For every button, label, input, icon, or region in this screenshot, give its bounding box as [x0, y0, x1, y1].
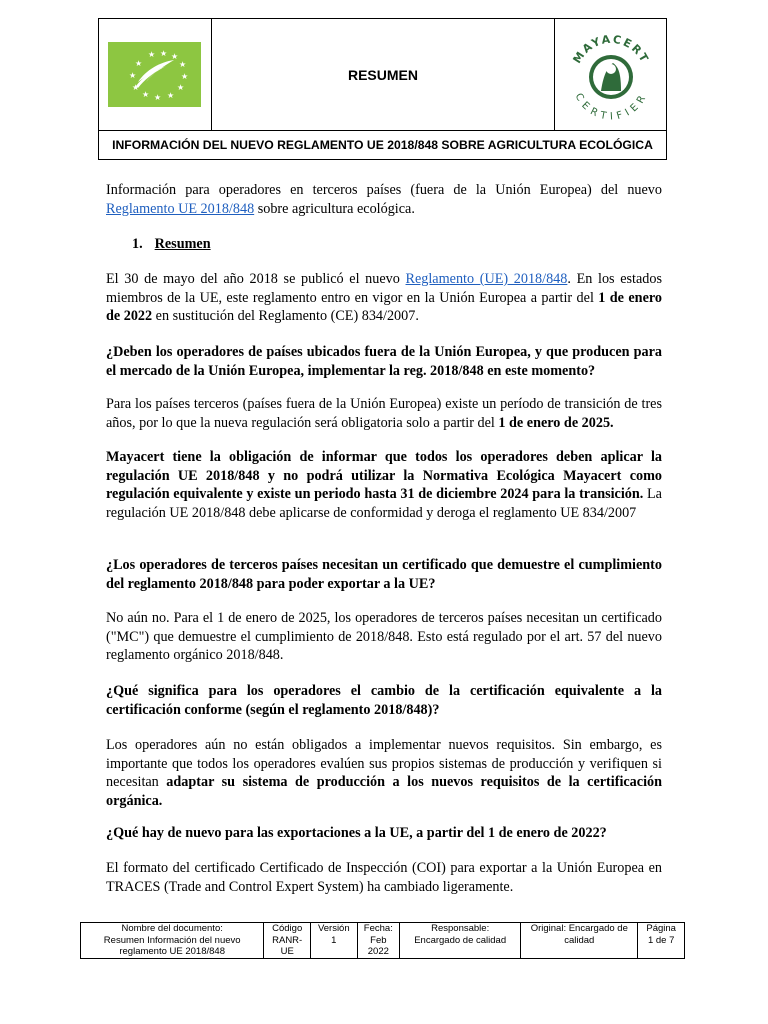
p2-text: La regulación UE 2018/848 debe aplicarse de conformidad y deroga el reglamento UE 834/2007 — [106, 486, 662, 521]
mayacert-logo-cell — [554, 19, 666, 130]
section-heading — [132, 236, 211, 253]
intro-paragraph — [106, 181, 662, 218]
regulation-link[interactable]: Reglamento UE 2018/848 — [106, 200, 255, 217]
answer-4: El formato del certificado Certificado de Inspección (COI) para exportar a la Unión Europea en TRACES (Trade and Control Expert System) ha cambiado ligeramente. — [106, 860, 662, 895]
answer-1 — [106, 395, 662, 432]
document-header — [98, 18, 667, 160]
svg-text:★: ★ — [177, 83, 185, 92]
svg-text:★: ★ — [181, 72, 189, 81]
p2-bold: Mayacert tiene la obligación de informar que todos los operadores deben aplicar la regulación UE 2018/848 y no podrá utilizar la Normativa Ecológica Mayacert como regulación equivalente y existe un periodo hasta 31 de diciembre 2024 para la transición. — [106, 449, 662, 502]
section-number: 1. — [132, 236, 143, 252]
document-footer-table — [80, 922, 685, 959]
svg-text:★: ★ — [132, 83, 140, 92]
a3-bold: adaptar su sistema de producción a los nuevos requisitos de la certificación orgánica. — [106, 774, 662, 809]
a1-bold: 1 de enero de 2025. — [498, 414, 614, 431]
footer-original: Original: Encargado de calidad — [521, 923, 638, 959]
a1-text: Para los países terceros (países fuera de la Unión Europea) existe un período de transición de tres años, por lo que la nueva regulación será obligatoria solo a partir del — [106, 396, 662, 431]
mayacert-logo-icon — [555, 19, 667, 130]
footer-responsible: Responsable: Encargado de calidad — [400, 923, 521, 959]
footer-page: Página 1 de 7 — [638, 923, 685, 959]
svg-text:★: ★ — [160, 49, 168, 58]
p1-text-2: . En los estados miembros de la UE, este reglamento entro en vigor en la Unión Europea a partir del — [106, 271, 663, 306]
p1-text: El 30 de mayo del año 2018 se publicó el nuevo — [106, 271, 406, 287]
answer-2: No aún no. Para el 1 de enero de 2025, los operadores de terceros países necesitan un certificado ("MC") que demuestre el cumplimiento de 2018/848. Esto está regulado por el art. 57 del nuevo reglamento orgánico 2018/848. — [106, 610, 662, 663]
svg-text:★: ★ — [179, 60, 187, 69]
question-2: ¿Los operadores de terceros países necesitan un certificado que demuestre el cumplimiento del reglamento 2018/848 para poder exportar a la UE? — [106, 557, 662, 592]
header-subtitle: INFORMACIÓN DEL NUEVO REGLAMENTO UE 2018/848 SOBRE AGRICULTURA ECOLÓGICA — [99, 130, 666, 159]
mayacert-obligation-paragraph — [106, 448, 662, 522]
p1-bold-date: 1 de enero de 2022 — [106, 289, 662, 324]
intro-text-end: sobre agricultura ecológica. — [254, 200, 415, 217]
eu-organic-logo-icon — [108, 42, 201, 107]
question-4: ¿Qué hay de nuevo para las exportaciones a la UE, a partir del 1 de enero de 2022? — [106, 825, 607, 841]
section-title: Resumen — [154, 236, 211, 252]
svg-text:★: ★ — [167, 91, 175, 100]
question-1: ¿Deben los operadores de países ubicados fuera de la Unión Europea, y que producen para el mercado de la Unión Europea, implementar la reg. 2018/848 en este momento? — [106, 344, 662, 379]
footer-code: Código RANR- UE — [264, 923, 311, 959]
footer-date: Fecha: Feb 2022 — [357, 923, 399, 959]
svg-text:★: ★ — [142, 90, 150, 99]
svg-text:MAYACERT: MAYACERT — [570, 32, 652, 66]
svg-text:★: ★ — [148, 50, 156, 59]
svg-text:★: ★ — [154, 93, 162, 102]
svg-text:★: ★ — [135, 59, 143, 68]
regulation-link-2[interactable]: Reglamento (UE) 2018/848 — [405, 271, 568, 287]
svg-text:★: ★ — [129, 71, 137, 80]
svg-text:CERTIFIER: CERTIFIER — [572, 91, 650, 123]
footer-version: Versión 1 — [310, 923, 357, 959]
answer-3 — [106, 736, 662, 810]
intro-text: Información para operadores en terceros países (fuera de la Unión Europea) del nuevo — [106, 182, 662, 198]
footer-document-name: Nombre del documento: Resumen Información del nuevo reglamento UE 2018/848 — [81, 923, 264, 959]
question-3: ¿Qué significa para los operadores el cambio de la certificación equivalente a la certificación conforme (según el reglamento 2018/848)? — [106, 683, 662, 718]
header-title: RESUMEN — [347, 66, 418, 83]
a3-text: Los operadores aún no están obligados a implementar nuevos requisitos. Sin embargo, es importante que todos los operadores evalúen sus propios sistemas de producción y verifiquen si necesitan — [106, 737, 662, 790]
paragraph-publication — [106, 270, 662, 326]
p1-text-3: en sustitución del Reglamento (CE) 834/2007. — [152, 308, 419, 324]
svg-text:★: ★ — [171, 52, 179, 61]
eu-logo-cell — [99, 19, 212, 130]
